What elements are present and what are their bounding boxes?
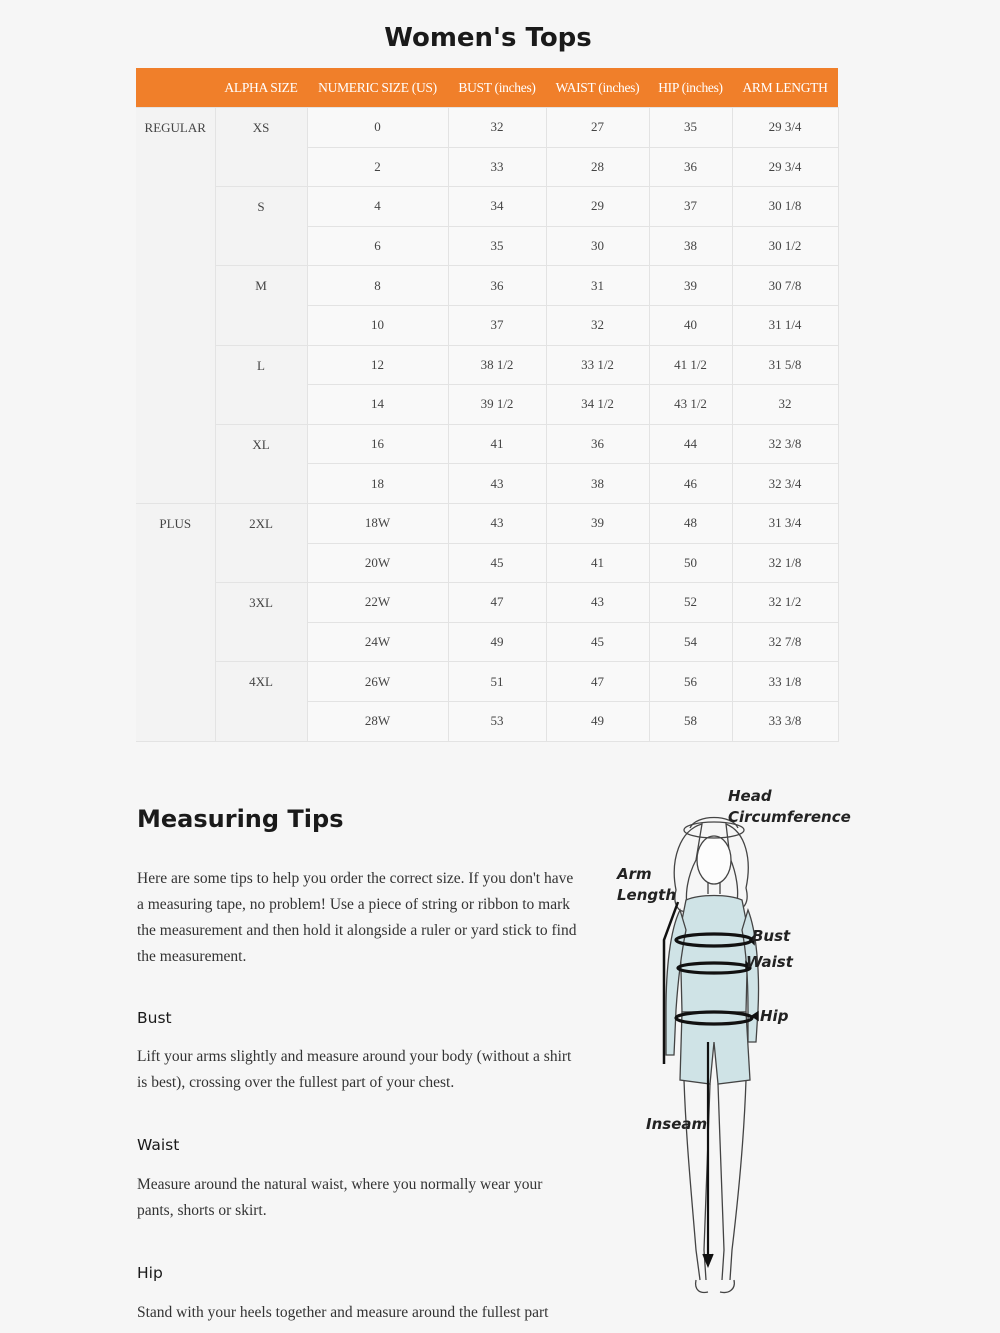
alpha-size-cell: M	[215, 266, 307, 345]
arm-length-text: Arm Length	[617, 865, 676, 904]
bust-cell: 36	[448, 266, 546, 306]
numeric-size-cell: 6	[307, 226, 448, 266]
waist-cell: 43	[546, 583, 649, 623]
hip-cell: 52	[649, 583, 732, 623]
head-circumference-label	[728, 786, 851, 828]
numeric-size-cell: 26W	[307, 662, 448, 702]
waist-cell: 41	[546, 543, 649, 583]
hip-label: Hip	[760, 1007, 789, 1025]
header-cell-numeric-size: NUMERIC SIZE (US)	[307, 68, 448, 108]
hip-cell: 43 1/2	[649, 385, 732, 425]
arm-length-cell: 29 3/4	[732, 147, 838, 187]
table-body	[136, 108, 838, 742]
waist-cell: 28	[546, 147, 649, 187]
page-title: Women's Tops	[384, 23, 592, 54]
bust-cell: 38 1/2	[448, 345, 546, 385]
arm-length-cell: 32 7/8	[732, 622, 838, 662]
alpha-size-cell: XL	[215, 424, 307, 503]
arm-length-cell: 31 1/4	[732, 305, 838, 345]
waist-cell: 39	[546, 503, 649, 543]
waist-tip-heading: Waist	[137, 1136, 180, 1154]
numeric-size-cell: 4	[307, 187, 448, 227]
waist-cell: 27	[546, 108, 649, 148]
hip-cell: 50	[649, 543, 732, 583]
woman-figure-illustration	[600, 780, 860, 1333]
bust-cell: 49	[448, 622, 546, 662]
alpha-size-cell: 2XL	[215, 503, 307, 582]
header-cell-alpha-size: ALPHA SIZE	[215, 68, 307, 108]
waist-cell: 45	[546, 622, 649, 662]
table-row	[136, 662, 838, 702]
bust-cell: 51	[448, 662, 546, 702]
measurement-figure	[600, 780, 860, 1333]
hip-tip-heading: Hip	[137, 1264, 163, 1282]
bust-tip-heading: Bust	[137, 1009, 172, 1027]
bust-cell: 33	[448, 147, 546, 187]
numeric-size-cell: 14	[307, 385, 448, 425]
numeric-size-cell: 20W	[307, 543, 448, 583]
arm-length-cell: 31 3/4	[732, 503, 838, 543]
numeric-size-cell: 10	[307, 305, 448, 345]
table-row	[136, 583, 838, 623]
arm-length-cell: 32 3/4	[732, 464, 838, 504]
arm-length-cell: 31 5/8	[732, 345, 838, 385]
bust-cell: 43	[448, 464, 546, 504]
table-header-row	[136, 68, 838, 108]
table-row	[136, 345, 838, 385]
arm-length-cell: 33 3/8	[732, 701, 838, 741]
header-cell-region	[136, 68, 215, 108]
arm-length-cell: 32 1/2	[732, 583, 838, 623]
waist-cell: 33 1/2	[546, 345, 649, 385]
inseam-label: Inseam	[646, 1115, 708, 1133]
waist-cell: 38	[546, 464, 649, 504]
table-row	[136, 503, 838, 543]
hip-cell: 58	[649, 701, 732, 741]
alpha-size-cell: XS	[215, 108, 307, 187]
waist-cell: 49	[546, 701, 649, 741]
waist-label: Waist	[746, 953, 793, 971]
arm-length-cell: 32 3/8	[732, 424, 838, 464]
hip-cell: 39	[649, 266, 732, 306]
waist-tip-text: Measure around the natural waist, where you normally wear your pants, shorts or skirt.	[137, 1176, 543, 1219]
bust-cell: 47	[448, 583, 546, 623]
waist-cell: 32	[546, 305, 649, 345]
header-cell-bust: BUST (inches)	[448, 68, 546, 108]
hip-cell: 40	[649, 305, 732, 345]
bust-cell: 32	[448, 108, 546, 148]
bust-label: Bust	[752, 927, 791, 945]
table-row	[136, 266, 838, 306]
alpha-size-cell: 4XL	[215, 662, 307, 741]
hip-cell: 37	[649, 187, 732, 227]
bust-cell: 37	[448, 305, 546, 345]
hip-cell: 41 1/2	[649, 345, 732, 385]
bust-cell: 35	[448, 226, 546, 266]
numeric-size-cell: 16	[307, 424, 448, 464]
hip-cell: 48	[649, 503, 732, 543]
numeric-size-cell: 8	[307, 266, 448, 306]
alpha-size-cell: 3XL	[215, 583, 307, 662]
header-cell-hip: HIP (inches)	[649, 68, 732, 108]
numeric-size-cell: 0	[307, 108, 448, 148]
arm-length-cell: 32 1/8	[732, 543, 838, 583]
hip-cell: 38	[649, 226, 732, 266]
bust-tip-text: Lift your arms slightly and measure around your body (without a shirt is best), crossing over the fullest part of your chest.	[137, 1048, 572, 1091]
table-row	[136, 108, 838, 148]
hip-cell: 54	[649, 622, 732, 662]
alpha-size-cell: S	[215, 187, 307, 266]
waist-cell: 36	[546, 424, 649, 464]
numeric-size-cell: 2	[307, 147, 448, 187]
numeric-size-cell: 24W	[307, 622, 448, 662]
waist-cell: 31	[546, 266, 649, 306]
waist-cell: 29	[546, 187, 649, 227]
header-cell-arm-length: ARM LENGTH	[732, 68, 838, 108]
hip-cell: 56	[649, 662, 732, 702]
head-circumference-text: Head Circumference	[728, 787, 851, 826]
arm-length-cell: 30 1/2	[732, 226, 838, 266]
bust-cell: 53	[448, 701, 546, 741]
numeric-size-cell: 18	[307, 464, 448, 504]
region-cell: PLUS	[136, 503, 215, 741]
numeric-size-cell: 18W	[307, 503, 448, 543]
hip-cell: 35	[649, 108, 732, 148]
size-chart-table	[136, 68, 839, 742]
bust-cell: 43	[448, 503, 546, 543]
arm-length-cell: 33 1/8	[732, 662, 838, 702]
arm-length-cell: 29 3/4	[732, 108, 838, 148]
waist-cell: 34 1/2	[546, 385, 649, 425]
hip-tip-text: Stand with your heels together and measure around the fullest part	[137, 1304, 549, 1321]
arm-length-cell: 30 7/8	[732, 266, 838, 306]
waist-cell: 47	[546, 662, 649, 702]
table-row	[136, 424, 838, 464]
hip-cell: 36	[649, 147, 732, 187]
numeric-size-cell: 28W	[307, 701, 448, 741]
bust-cell: 34	[448, 187, 546, 227]
bust-cell: 39 1/2	[448, 385, 546, 425]
arm-length-label	[617, 864, 676, 906]
bust-cell: 45	[448, 543, 546, 583]
header-cell-waist: WAIST (inches)	[546, 68, 649, 108]
hip-cell: 46	[649, 464, 732, 504]
measuring-tips-intro: Here are some tips to help you order the correct size. If you don't have a measuring tape, no problem! Use a piece of string or ribbon to mark the measurement and then hold it alongside a ruler or yard stick to find the measurement.	[137, 870, 577, 965]
alpha-size-cell: L	[215, 345, 307, 424]
waist-cell: 30	[546, 226, 649, 266]
bust-cell: 41	[448, 424, 546, 464]
measuring-tips-heading: Measuring Tips	[137, 805, 344, 833]
region-cell: REGULAR	[136, 108, 215, 504]
arm-length-cell: 32	[732, 385, 838, 425]
hip-cell: 44	[649, 424, 732, 464]
arm-length-cell: 30 1/8	[732, 187, 838, 227]
table-row	[136, 187, 838, 227]
numeric-size-cell: 12	[307, 345, 448, 385]
numeric-size-cell: 22W	[307, 583, 448, 623]
